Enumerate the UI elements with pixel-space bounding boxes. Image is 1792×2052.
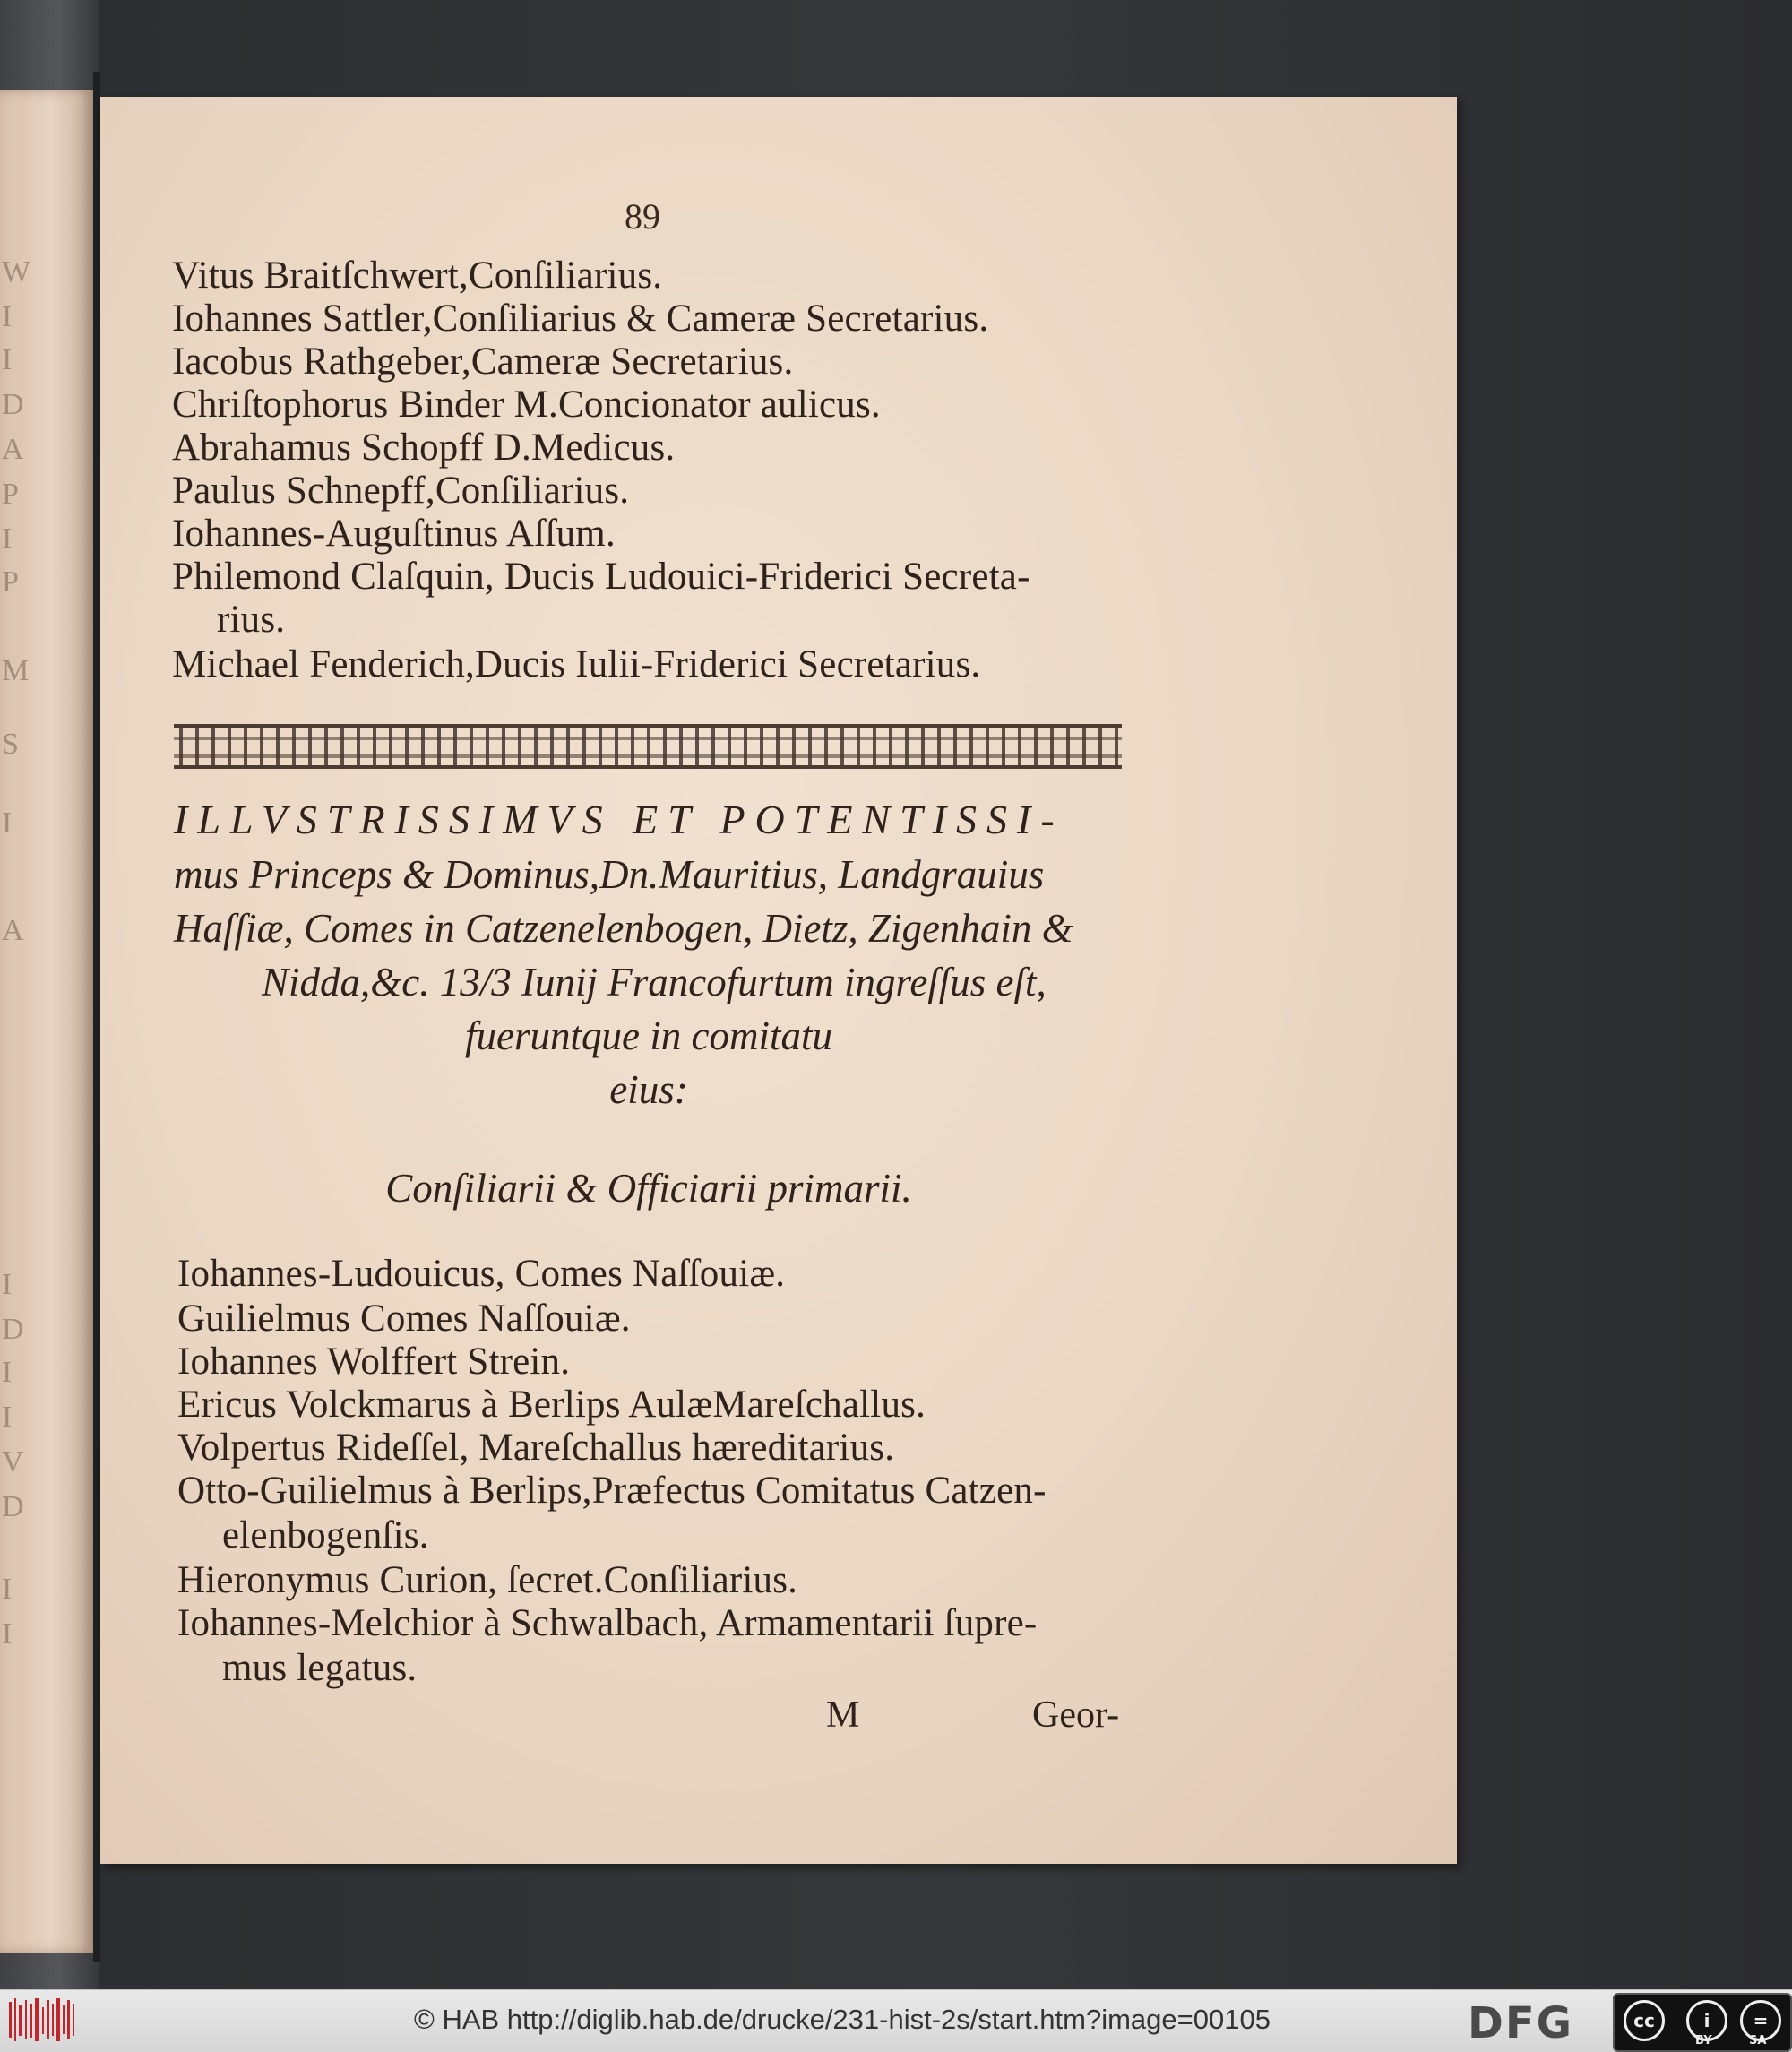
edge-letter: I [2, 1356, 13, 1389]
book-page [100, 97, 1457, 1864]
text-line: Otto-Guilielmus à Berlips,Præfectus Comitatus Catzen- [177, 1470, 1047, 1512]
edge-letter: D [2, 1490, 24, 1523]
edge-letter: I [2, 343, 13, 376]
footer-copyright-url[interactable]: © HAB http://diglib.hab.de/drucke/231-hist-2s/start.htm?image=00105 [414, 2004, 1271, 2035]
text-line: Iohannes Wolffert Strein. [177, 1341, 571, 1383]
edge-letter: I [2, 522, 13, 556]
edge-letter: W [2, 255, 31, 289]
edge-letter: I [2, 1573, 13, 1606]
edge-letter: I [2, 1617, 13, 1651]
text-line: Vitus Braitſchwert,Conſiliarius. [172, 254, 663, 297]
dfg-logo: DFG [1468, 1998, 1574, 2048]
page-number: 89 [625, 196, 660, 237]
edge-letter: I [2, 1268, 13, 1301]
text-line: Iohannes Sattler,Conſiliarius & Cameræ Secretarius. [172, 297, 989, 340]
edge-letter: M [2, 654, 30, 687]
edge-letter: P [2, 565, 19, 599]
text-line: Iohannes-Melchior à Schwalbach, Armamentarii ſupre- [177, 1602, 1038, 1644]
text-line: Philemond Claſquin, Ducis Ludouici-Friderici Secreta- [172, 556, 1030, 598]
text-line: Paulus Schnepff,Conſiliarius. [172, 470, 630, 512]
edge-letter: D [2, 1313, 24, 1346]
text-line: mus legatus. [222, 1647, 418, 1689]
printer-ornament-band [174, 724, 1122, 769]
attribution-icon: i [1686, 2000, 1727, 2041]
heading-line: mus Princeps & Dominus,Dn.Mauritius, Landgrauius [174, 852, 1045, 897]
cc-license-badge[interactable] [1613, 1993, 1792, 2052]
edge-letter: S [2, 728, 19, 761]
edge-letter: V [2, 1445, 24, 1479]
heading-line: Haſſiæ, Comes in Catzenelenbogen, Dietz, Zigenhain & [174, 906, 1073, 951]
book-gutter [93, 72, 100, 1962]
heading-caps-line: ILLVSTRISSIMVS ET POTENTISSI- [174, 797, 1064, 842]
edge-letter: I [2, 1401, 13, 1434]
heading-line: fueruntque in comitatu [465, 1013, 832, 1058]
text-line: Abrahamus Schopff D.Medicus. [172, 427, 676, 469]
text-line: Chriſtophorus Binder M.Concionator aulicus. [172, 384, 881, 426]
edge-letter: I [2, 300, 13, 333]
edge-letter: P [2, 478, 19, 511]
left-page-edge [0, 90, 93, 1953]
signature-mark: M [826, 1694, 860, 1736]
text-line: Volpertus Rideſſel, Mareſchallus hæreditarius. [177, 1427, 895, 1469]
share-alike-icon: = [1740, 2000, 1781, 2041]
edge-letter: D [2, 388, 24, 421]
cc-icon: cc [1624, 2000, 1665, 2041]
edge-letter: A [2, 433, 24, 466]
heading-line: eius: [609, 1067, 688, 1112]
text-line: Ericus Volckmarus à Berlips AulæMareſchallus. [177, 1384, 926, 1426]
text-line: rius. [217, 599, 286, 641]
catchword: Geor- [1032, 1694, 1120, 1736]
edge-letter: I [2, 806, 13, 840]
cc-by-label: BY [1695, 2034, 1712, 2048]
heading-line: Nidda,&c. 13/3 Iunij Francofurtum ingreſſus eſt, [262, 960, 1047, 1004]
text-line: Guilielmus Comes Naſſouiæ. [177, 1298, 631, 1340]
text-line: Hieronymus Curion, ſecret.Conſiliarius. [177, 1559, 798, 1601]
barcode-logo-icon [7, 1996, 77, 2043]
edge-letter: A [2, 914, 24, 947]
section-subheading: Conſiliarii & Officiarii primarii. [385, 1166, 912, 1211]
text-line: Iohannes-Auguſtinus Aſſum. [172, 513, 616, 555]
cc-sa-label: SA [1749, 2034, 1767, 2048]
text-line: Iacobus Rathgeber,Cameræ Secretarius. [172, 341, 794, 383]
text-line: Iohannes-Ludouicus, Comes Naſſouiæ. [177, 1253, 786, 1295]
text-line: Michael Fenderich,Ducis Iulii-Friderici Secretarius. [172, 643, 981, 685]
text-line: elenbogenſis. [222, 1514, 429, 1556]
